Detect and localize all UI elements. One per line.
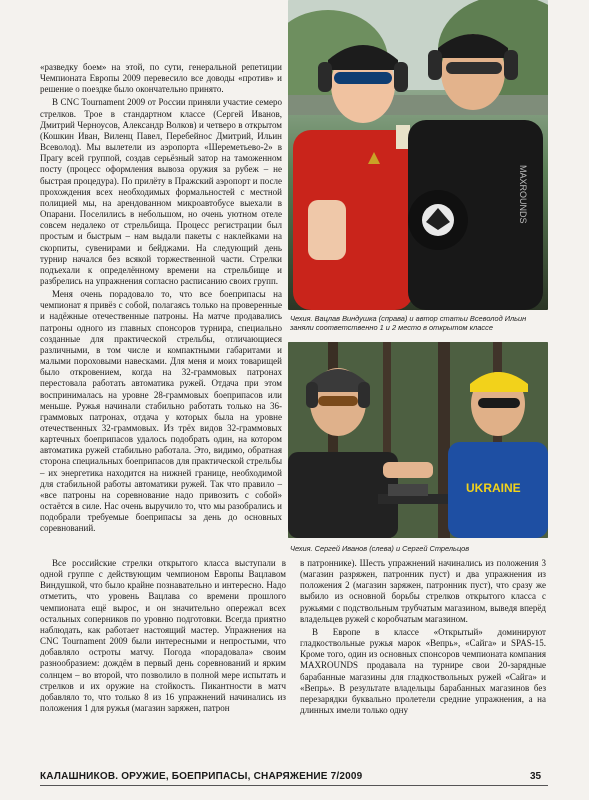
article-paragraph: в патроннике). Шесть упражнений начинались из положения 3 (магазин разряжен, патронник пуст) и два упражнения из положения 2 (магазин заряжен, патронник пуст), что сразу же выбило из основной борьбы стрелков открытого класса с ружьями с подствольным трубчатым магазином, выведя вперёд владельцев ружей с коробчатым магазином. bbox=[300, 558, 546, 624]
photo-shooters-podium bbox=[288, 0, 548, 310]
article-left-column bbox=[40, 62, 282, 537]
footer-divider bbox=[40, 785, 548, 786]
article-bottom-right-column bbox=[300, 558, 546, 718]
article-bottom-left-column bbox=[40, 558, 286, 716]
shirt-logo-text: MAXROUNDS bbox=[518, 165, 528, 224]
article-paragraph: «разведку боем» на этой, по сути, генеральной репетиции Чемпионата Европы 2009 перевесило все доводы «против» и решение о поездке было окончательно принято. bbox=[40, 62, 282, 95]
photo-caption-1: Чехия. Вацлав Виндушка (справа) и автор статьи Всеволод Ильин заняли соответственно 1 и 2 место в открытом классе bbox=[290, 314, 527, 332]
photo-caption-2: Чехия. Сергей Иванов (слева) и Сергей Стрельцов bbox=[290, 544, 470, 553]
article-paragraph: Меня очень порадовало то, что все боеприпасы на чемпионат я привёз с собой, полагаясь только на проверенные и надёжные отечественные патроны. На матче продавались патроны одного из главных спонсоров турнира, специально созданные для практической стрельбы, отличающиеся различными, в том числе и компактными габаритами и малыми пороховыми навесками. Для меня и моих товарищей было откровением, когда на 32-граммовых патронах перестовала работать автоматика ружей. Отдача при этом воспринималась на уровне 28-граммовых боеприпасов или меньше. Ружья начинали стабильно работать только на 36-граммовых патронах, отдача у которых была на уровне отечественных 32-граммовых. Из трёх видов 32-граммовых картечных боеприпасов удалось подобрать один, на котором автоматика ружей стабильно работала. Это, видимо, обратная сторона специальных боеприпасов для практической стрельбы – их энергетика находится на нижней границе, необходимой для стабильной работы автоматики ружей. Так что правило – «все патроны на соревнование надо привозить с собой» остаётся в силе. Нас очень выручило то, что мы разобрались и подобрали требуемые боеприпасы за день до основных соревнований. bbox=[40, 289, 282, 534]
article-paragraph: Все российские стрелки открытого класса выступали в одной группе с действующим чемпионом Европы Вацлавом Виндушкой, что было крайне познавательно и интересно. Надо отметить, что уровень Вацлава со времени прошлого чемпионата ещё вырос, и он значительно опережал всех остальных соперников по уровню подготовки. Всегда приятно наблюдать, как работает настоящий мастер. Упражнения на CNC Tournament 2009 были интересными и непростыми, что добавляло остроты матчу. Погода «порадовала» своим разнообразием: дождём в первый день соревнований и ярким солнцем – во второй, что позволило в полной мере испытать и стрелков и их оружие на стойкость. Пикантности в матч добавляло то, что только 8 из 16 упражнений начинались из положения 1 для ружья (магазин заряжен, патрон bbox=[40, 558, 286, 714]
photo-forest-illustration bbox=[288, 342, 548, 538]
photo-shooters-illustration bbox=[288, 0, 548, 310]
page-number: 35 bbox=[530, 771, 542, 782]
photo-shooters-forest bbox=[288, 342, 548, 538]
article-paragraph: В Европе в классе «Открытый» доминируют гладкоствольные ружья марок «Вепрь», «Сайга» и SPAS-15. Кроме того, один из основных спонсоров чемпионата компания MAXROUNDS продавала на турнире свои 20-зарядные барабанные магазины для гладкоствольных ружей «Сайга» и «Вепрь». В результате владельцы барабанных магазинов без перезарядки буквально пролетели средние упражнения, а на длинных имели только одну bbox=[300, 626, 546, 716]
shirt-logo-text: UKRAINE bbox=[466, 481, 521, 495]
magazine-footer-title: КАЛАШНИКОВ. ОРУЖИЕ, БОЕПРИПАСЫ, СНАРЯЖЕНИЕ 7/2009 bbox=[40, 771, 363, 782]
article-paragraph: В CNC Tournament 2009 от России приняли участие семеро стрелков. Трое в стандартном классе (Сергей Иванов, Дмитрий Черноусов, Александр Волков) и четверо в открытом (Кошкин Иван, Виленц Павел, Перебейнос Дмитрий, Ильин Всеволод). Мы вылетели из аэропорта «Шереметьево-2» в Прагу всей группой, создав серьёзный затор на таможенном посту (процесс оформления вывоза оружия за рубеж – не быстрая процедура). По прилёту в Пражский аэропорт и после прохождения всех необходимых формальностей с местной полицией мы, на арендованном микроавтобусе выехали в Опарани. Поселились в небольшом, но очень уютном отеле совсем недалеко от стрельбища. Процесс регистрации был простым и быстрым – нам выдали пакеты с наклейками на скорпиты, сувенирами и бейджами. На следующий день турнир начался без всякой торжественной части. Стрелки подъехали к определённому времени на стрельбище и разбрелись на упражнения согласно расписанию своих групп. bbox=[40, 97, 282, 286]
